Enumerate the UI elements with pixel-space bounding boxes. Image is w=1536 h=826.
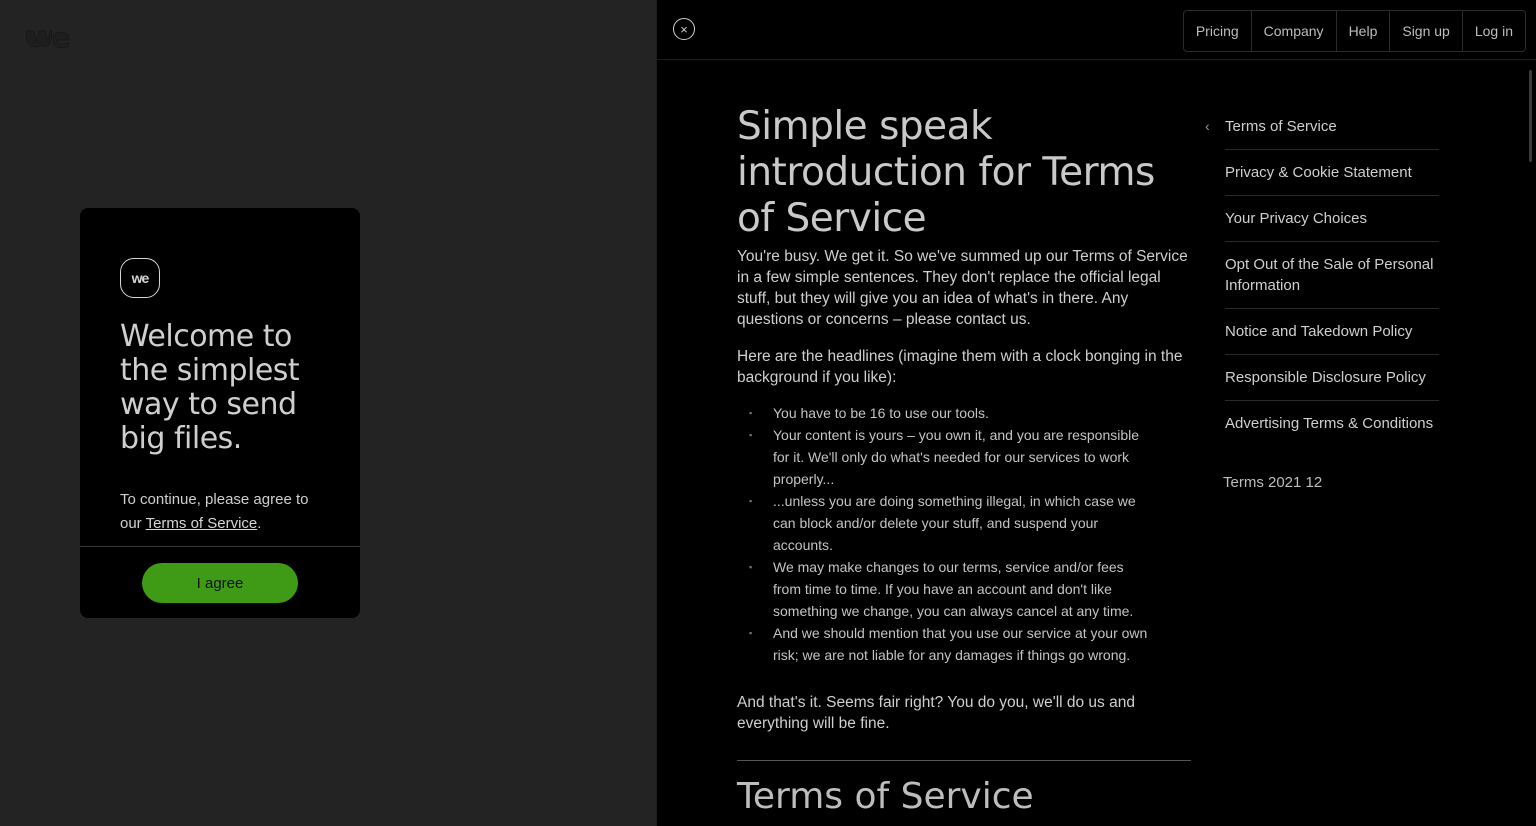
headline-list: [737, 402, 1191, 666]
terms-version-label: Terms 2021 12: [1223, 474, 1323, 491]
list-item: ▪ You have to be 16 to use our tools.: [773, 402, 1149, 424]
modal-heading: Welcome to the simplest way to send big files.: [120, 319, 300, 456]
sidebar-item-privacy-cookie-statement[interactable]: Privacy & Cookie Statement: [1225, 156, 1439, 196]
top-navigation: [1183, 10, 1526, 52]
closing-paragraph: And that's it. Seems fair right? You do you, we'll do us and everything will be fine.: [737, 694, 1135, 732]
sidebar-item-privacy-choices[interactable]: Your Privacy Choices: [1225, 202, 1439, 242]
terms-of-service-link[interactable]: Terms of Service: [145, 515, 258, 532]
we-logo-icon: we: [120, 258, 160, 298]
wetransfer-logo-icon[interactable]: [24, 28, 70, 50]
headlines-paragraph: Here are the headlines (imagine them with a clock bonging in the background if you like):: [737, 348, 1183, 386]
intro-paragraph: You're busy. We get it. So we've summed up our Terms of Service in a few simple sentences. They don't replace the official legal stuff, but they will give you an idea of what's in there. Any questions or concerns – please contact us.: [737, 248, 1188, 328]
sidebar-item-responsible-disclosure[interactable]: Responsible Disclosure Policy: [1225, 361, 1439, 401]
chevron-left-icon[interactable]: ‹: [1205, 118, 1210, 134]
list-item: ▪ We may make changes to our terms, service and/or fees from time to time. If you have an account and don't like something we change, you can always cancel at any time.: [773, 556, 1149, 622]
nav-company[interactable]: Company: [1251, 11, 1336, 51]
list-item: ▪ ...unless you are doing something illegal, in which case we can block and/or delete your stuff, and suspend your accounts.: [773, 490, 1149, 556]
agree-button[interactable]: I agree: [142, 563, 298, 603]
nav-pricing[interactable]: Pricing: [1195, 23, 1239, 39]
list-item: ▪ And we should mention that you use our service at your own risk; we are not liable for any damages if things go wrong.: [773, 622, 1149, 666]
scrollbar[interactable]: [1529, 70, 1532, 162]
sidebar-item-notice-takedown[interactable]: Notice and Takedown Policy: [1225, 315, 1439, 355]
modal-divider: [80, 546, 360, 547]
terms-consent-modal: [80, 208, 360, 618]
list-item: ▪ Your content is yours – you own it, and you are responsible for it. We'll only do what's needed for our services to work properly...: [773, 424, 1149, 490]
legal-sidebar: [1205, 110, 1439, 491]
header-divider: [657, 59, 1536, 60]
modal-consent-text: To continue, please agree to our Terms of Service.: [120, 491, 309, 532]
section-divider: [737, 760, 1191, 761]
nav-log-in[interactable]: Log in: [1462, 11, 1525, 51]
terms-panel: [656, 0, 1536, 826]
sidebar-item-advertising-terms[interactable]: Advertising Terms & Conditions: [1225, 415, 1434, 432]
close-icon[interactable]: ×: [673, 18, 695, 40]
terms-content: [737, 104, 1191, 817]
nav-sign-up[interactable]: Sign up: [1389, 11, 1461, 51]
sidebar-item-terms-of-service[interactable]: Terms of Service: [1225, 110, 1439, 150]
sidebar-item-opt-out-sale[interactable]: Opt Out of the Sale of Personal Information: [1225, 248, 1439, 309]
section-title: Terms of Service: [737, 776, 1034, 817]
page-title: Simple speak introduction for Terms of Service: [737, 104, 1155, 241]
nav-help[interactable]: Help: [1336, 11, 1390, 51]
